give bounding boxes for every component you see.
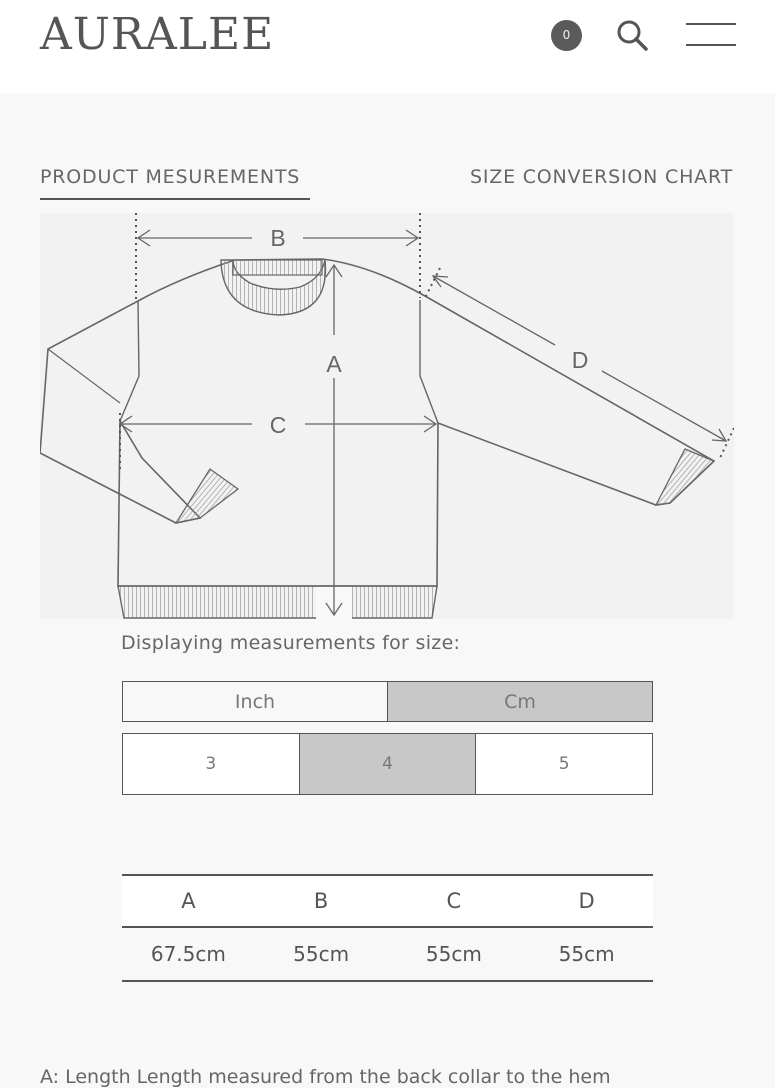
- table-header-cell: B: [313, 889, 329, 913]
- hem-rib: [118, 586, 437, 618]
- table-row: [122, 928, 653, 982]
- label-c: C: [269, 412, 287, 438]
- brand-logo[interactable]: AURALEE: [40, 9, 275, 60]
- size-option-3[interactable]: 3: [123, 734, 299, 794]
- tab-product-measurements[interactable]: PRODUCT MESUREMENTS: [40, 166, 301, 188]
- unit-option-inch[interactable]: Inch: [234, 690, 276, 713]
- table-header-cell: D: [578, 889, 595, 913]
- unit-option-cm[interactable]: Cm: [387, 682, 652, 721]
- unit-toggle: [122, 681, 653, 722]
- size-caption: Displaying measurements for size:: [121, 632, 461, 654]
- cart-count-badge[interactable]: 0: [551, 20, 582, 51]
- measurement-description: A: Length Length measured from the back collar to the hem: [40, 1066, 611, 1088]
- label-b: B: [270, 225, 286, 251]
- size-option-4[interactable]: 4: [299, 734, 476, 794]
- table-cell: 55cm: [558, 942, 615, 966]
- garment-measurement-diagram: [40, 213, 734, 619]
- hamburger-menu-icon[interactable]: [686, 22, 736, 48]
- size-option-5[interactable]: 5: [475, 734, 652, 794]
- table-cell: 67.5cm: [150, 942, 226, 966]
- sweatshirt-illustration: [40, 213, 734, 619]
- table-cell: 55cm: [293, 942, 350, 966]
- tab-size-conversion-chart[interactable]: SIZE CONVERSION CHART: [469, 166, 733, 188]
- table-cell: 55cm: [425, 942, 482, 966]
- active-tab-underline: [40, 198, 310, 200]
- measurements-table: [122, 874, 653, 982]
- label-a: A: [326, 351, 342, 377]
- table-header-cell: A: [181, 889, 196, 913]
- table-header-row: [122, 874, 653, 928]
- search-icon[interactable]: [614, 18, 650, 54]
- sweatshirt-outline: [40, 259, 714, 586]
- site-header: [0, 0, 775, 93]
- label-d: D: [571, 347, 589, 373]
- size-selector: [122, 733, 653, 795]
- table-header-cell: C: [446, 889, 462, 913]
